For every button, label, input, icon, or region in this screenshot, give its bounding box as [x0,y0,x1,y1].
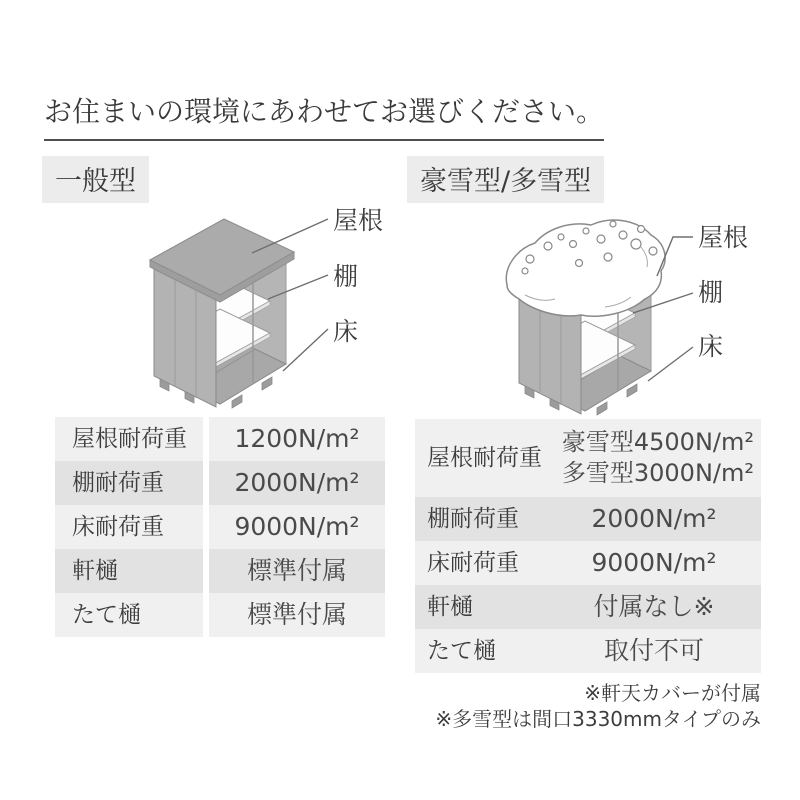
table-row [55,505,385,549]
snow-shed-diagram [405,203,761,417]
spec-label: 軒樋 [55,549,203,593]
general-shed-figure [40,203,390,415]
spec-value: 標準付属 [209,549,385,593]
table-row [415,541,761,585]
spec-label: 床耐荷重 [427,550,519,576]
heavy-snow-type-header: 豪雪型/多雪型 [407,156,604,203]
shelf-label: 棚 [333,262,359,291]
spec-value: 付属なし※ [593,592,715,621]
floor-label: 床 [698,332,724,361]
spec-label: 屋根耐荷重 [427,445,542,471]
spec-label: たて樋 [55,593,203,637]
spec-label: 屋根耐荷重 [55,417,203,461]
spec-label: 棚耐荷重 [427,506,519,532]
section-heavy-snow-type [405,156,761,732]
snow-shed-figure [405,203,761,417]
page-title: お住まいの環境にあわせてお選びください。 [44,90,604,141]
spec-value: 取付不可 [603,636,704,665]
spec-value: 9000N/m² [209,505,385,549]
table-row [415,497,761,541]
roof-leader-line [252,219,328,253]
general-type-header: 一般型 [42,156,149,203]
spec-label: 床耐荷重 [55,505,203,549]
section-general-type [40,156,390,732]
table-row [415,419,761,497]
roof-label: 屋根 [698,223,749,252]
spec-label: 棚耐荷重 [55,461,203,505]
floor-leader-line [283,329,328,371]
table-row [55,549,385,593]
spec-label: たて樋 [427,638,496,664]
footnotes [405,680,761,732]
footnote-eaves-cover: ※軒天カバーが付属 [584,681,761,705]
spec-value [547,420,761,496]
table-row [55,593,385,637]
footnote-width-type: ※多雪型は間口3330mmタイプのみ [435,707,761,731]
spec-value: 1200N/m² [209,417,385,461]
spec-value: 2000N/m² [209,461,385,505]
table-row [415,585,761,629]
spec-value-line2: 多雪型3000N/m² [561,459,754,487]
general-spec-table [55,417,385,637]
floor-label: 床 [333,317,359,346]
shelf-label: 棚 [698,278,724,307]
general-shed-diagram [40,203,390,415]
spec-value: 2000N/m² [591,504,717,533]
comparison-columns [40,156,800,732]
spec-value: 標準付属 [209,593,385,637]
roof-label: 屋根 [333,206,384,235]
snow-spec-table [415,419,761,673]
table-row [415,629,761,673]
floor-leader-line [648,347,693,381]
spec-value: 9000N/m² [591,548,717,577]
table-row [55,461,385,505]
spec-value-line1: 豪雪型4500N/m² [561,428,754,456]
table-row [55,417,385,461]
spec-label: 軒樋 [427,594,473,620]
